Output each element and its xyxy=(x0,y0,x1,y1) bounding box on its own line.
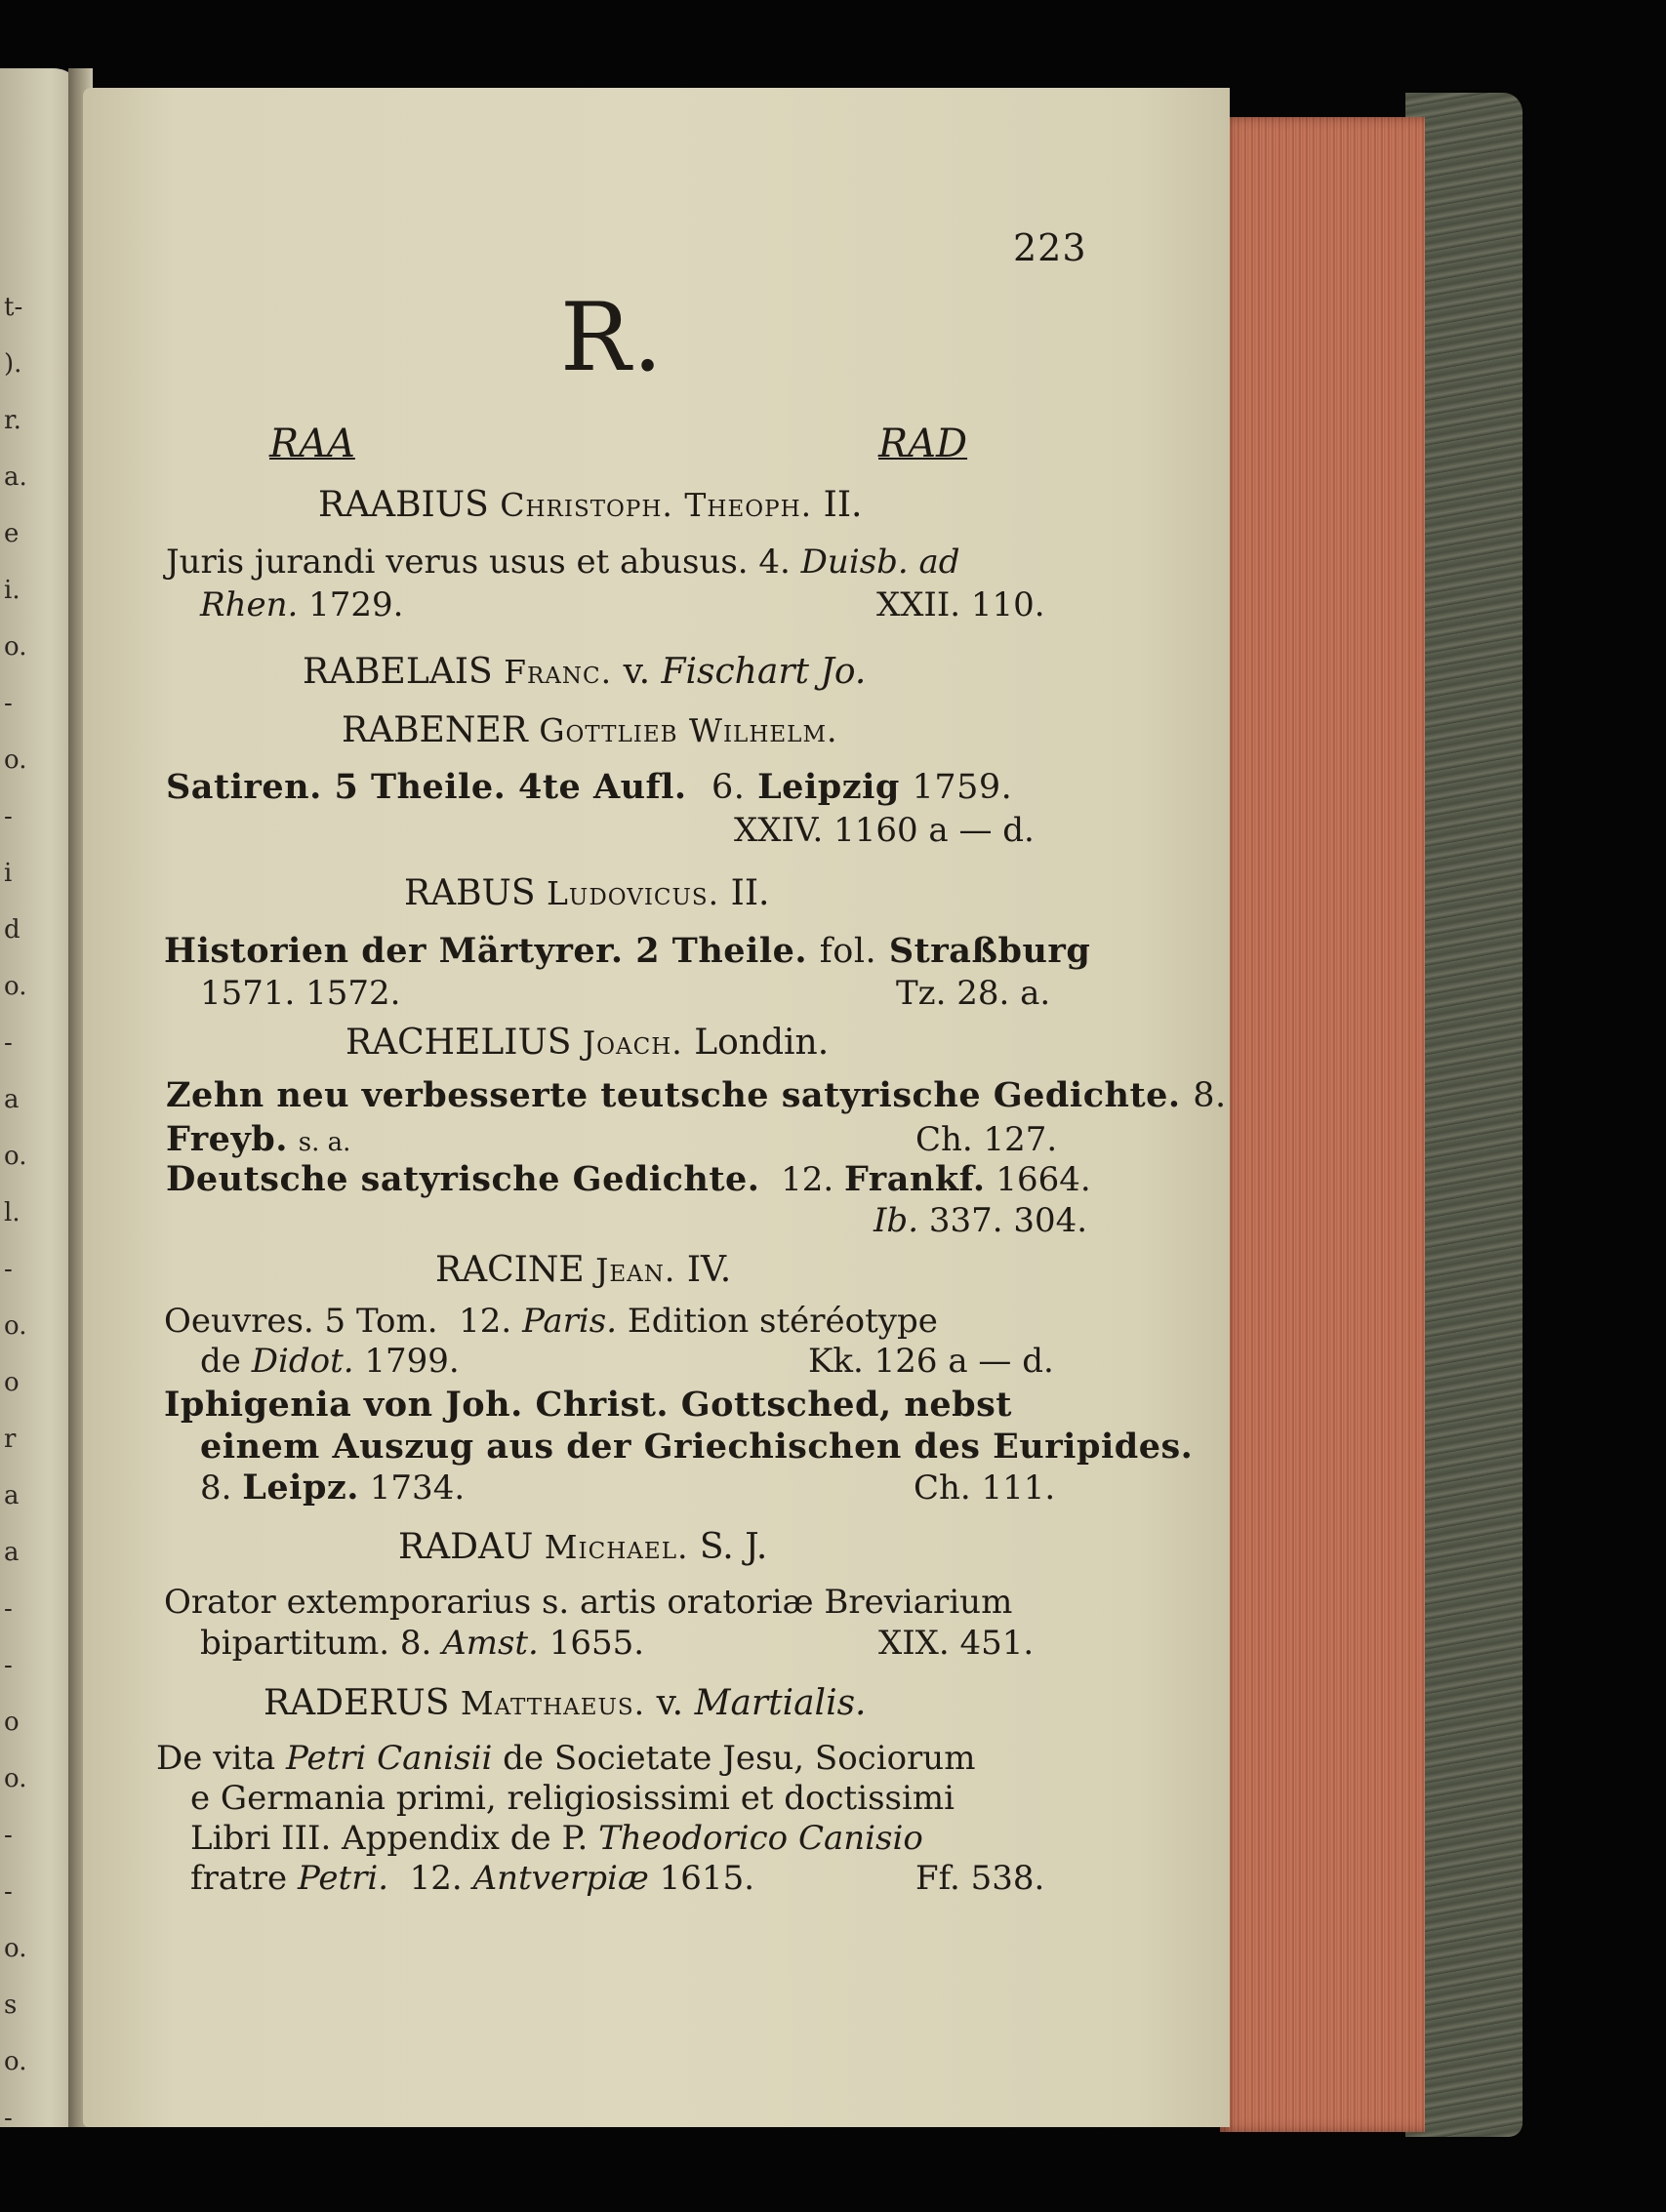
entry-line: fratre Petri. 12. Antverpiæ 1615. xyxy=(190,1859,755,1898)
left-page-text-fragment: o. xyxy=(4,1142,27,1171)
entry-line: Oeuvres. 5 Tom. 12. Paris. Edition stéréotype xyxy=(164,1302,938,1341)
left-page-text-fragment: l. xyxy=(4,1198,20,1227)
entry-line: 1571. 1572. xyxy=(200,974,401,1013)
left-page-text-fragment: ). xyxy=(4,349,22,379)
entry-heading: RADERUS Matthaeus. v. Martialis. xyxy=(264,1683,867,1723)
left-page-text-fragment: i xyxy=(4,859,13,888)
entry-heading: RACHELIUS Joach. Londin. xyxy=(345,1023,830,1063)
entry-reference: Ch. 127. xyxy=(915,1120,1058,1159)
entry-line: e Germania primi, religiosissimi et doctissimi xyxy=(190,1779,955,1818)
left-page-text-fragment: - xyxy=(4,1255,13,1284)
entry-line: Freyb. s. a. xyxy=(166,1119,351,1159)
entry-heading: RABELAIS Franc. v. Fischart Jo. xyxy=(303,652,867,692)
left-page-text-fragment: t- xyxy=(4,293,23,322)
left-page-text-fragment: e xyxy=(4,519,20,548)
entry-reference: XXII. 110. xyxy=(876,585,1045,624)
entry-line: Libri III. Appendix de P. Theodorico Canisio xyxy=(190,1819,923,1858)
left-page-text-fragment: - xyxy=(4,1821,13,1850)
left-page-text-fragment: o. xyxy=(4,1934,27,1963)
section-letter: R. xyxy=(560,283,665,392)
entry-line: Juris jurandi verus usus et abusus. 4. Duisb. ad xyxy=(166,543,960,582)
entry-heading: RABENER Gottlieb Wilhelm. xyxy=(342,710,838,750)
left-page-text-fragment: o. xyxy=(4,972,27,1001)
entry-line: Iphigenia von Joh. Christ. Gottsched, nebst xyxy=(164,1385,1012,1425)
page-fore-edge xyxy=(1220,117,1425,2132)
left-page-text-fragment: - xyxy=(4,1028,13,1058)
left-page-text-fragment: o. xyxy=(4,1764,27,1793)
left-page-text-fragment: a xyxy=(4,1481,20,1510)
left-page-text-fragment: - xyxy=(4,1651,13,1680)
left-page-text-fragment: - xyxy=(4,2104,13,2133)
entry-line: bipartitum. 8. Amst. 1655. xyxy=(200,1624,645,1663)
entry-line: Orator extemporarius s. artis oratoriæ Breviarium xyxy=(164,1583,1013,1622)
left-page-text-fragment: - xyxy=(4,802,13,831)
left-page-text-fragment: a xyxy=(4,1538,20,1567)
entry-line: Deutsche satyrische Gedichte. 12. Frankf. 1664. xyxy=(166,1159,1091,1199)
entry-reference: Kk. 126 a — d. xyxy=(808,1342,1054,1381)
entry-reference: Ff. 538. xyxy=(915,1859,1045,1898)
left-page-text-fragment: - xyxy=(4,689,13,718)
left-page-text-fragment: a xyxy=(4,1085,20,1114)
left-page-text-fragment: s xyxy=(4,1991,18,2020)
entry-line: De vita Petri Canisii de Societate Jesu, Sociorum xyxy=(156,1739,976,1778)
guide-word-right: RAD xyxy=(878,422,968,466)
left-page-text-fragment: - xyxy=(4,1594,13,1624)
entry-line: einem Auszug aus der Griechischen des Euripides. xyxy=(200,1427,1194,1467)
left-page-text-fragment: a. xyxy=(4,463,27,492)
left-page-text-fragment: d xyxy=(4,915,20,945)
left-page-text-fragment: r. xyxy=(4,406,21,435)
guide-word-left: RAA xyxy=(269,422,355,466)
left-page-text-fragment: o xyxy=(4,1368,20,1397)
entry-heading: RABUS Ludovicus. II. xyxy=(404,873,770,913)
entry-heading: RACINE Jean. IV. xyxy=(435,1250,732,1290)
left-page-text-fragment: o xyxy=(4,1708,20,1737)
left-page-text-fragment: o. xyxy=(4,2047,27,2076)
entry-heading: RADAU Michael. S. J. xyxy=(398,1527,768,1567)
left-page-text-fragment: o. xyxy=(4,632,27,662)
entry-reference: Ib. 337. 304. xyxy=(874,1201,1088,1240)
entry-line: Historien der Märtyrer. 2 Theile. fol. Straßburg xyxy=(164,931,1091,971)
entry-reference: Tz. 28. a. xyxy=(896,974,1051,1013)
entry-line: Rhen. 1729. xyxy=(200,585,404,624)
entry-line: de Didot. 1799. xyxy=(200,1342,460,1381)
entry-reference: XXIV. 1160 a — d. xyxy=(734,811,1035,850)
left-page-text-fragment: r xyxy=(4,1425,17,1454)
left-page-text-fragment: i. xyxy=(4,576,20,605)
left-page-text-fragment: o. xyxy=(4,1311,27,1341)
left-page-text-fragment: - xyxy=(4,1877,13,1907)
entry-line: Satiren. 5 Theile. 4te Aufl. 6. Leipzig 1759. xyxy=(166,767,1013,807)
left-page-text-fragment: o. xyxy=(4,745,27,775)
entry-reference: XIX. 451. xyxy=(878,1624,1035,1663)
page-number: 223 xyxy=(1013,226,1087,269)
entry-reference: Ch. 111. xyxy=(914,1468,1056,1508)
entry-line: Zehn neu verbesserte teutsche satyrische Gedichte. 8. xyxy=(166,1075,1227,1115)
entry-heading: RAABIUS Christoph. Theoph. II. xyxy=(318,485,863,525)
entry-line: 8. Leipz. 1734. xyxy=(200,1468,466,1508)
